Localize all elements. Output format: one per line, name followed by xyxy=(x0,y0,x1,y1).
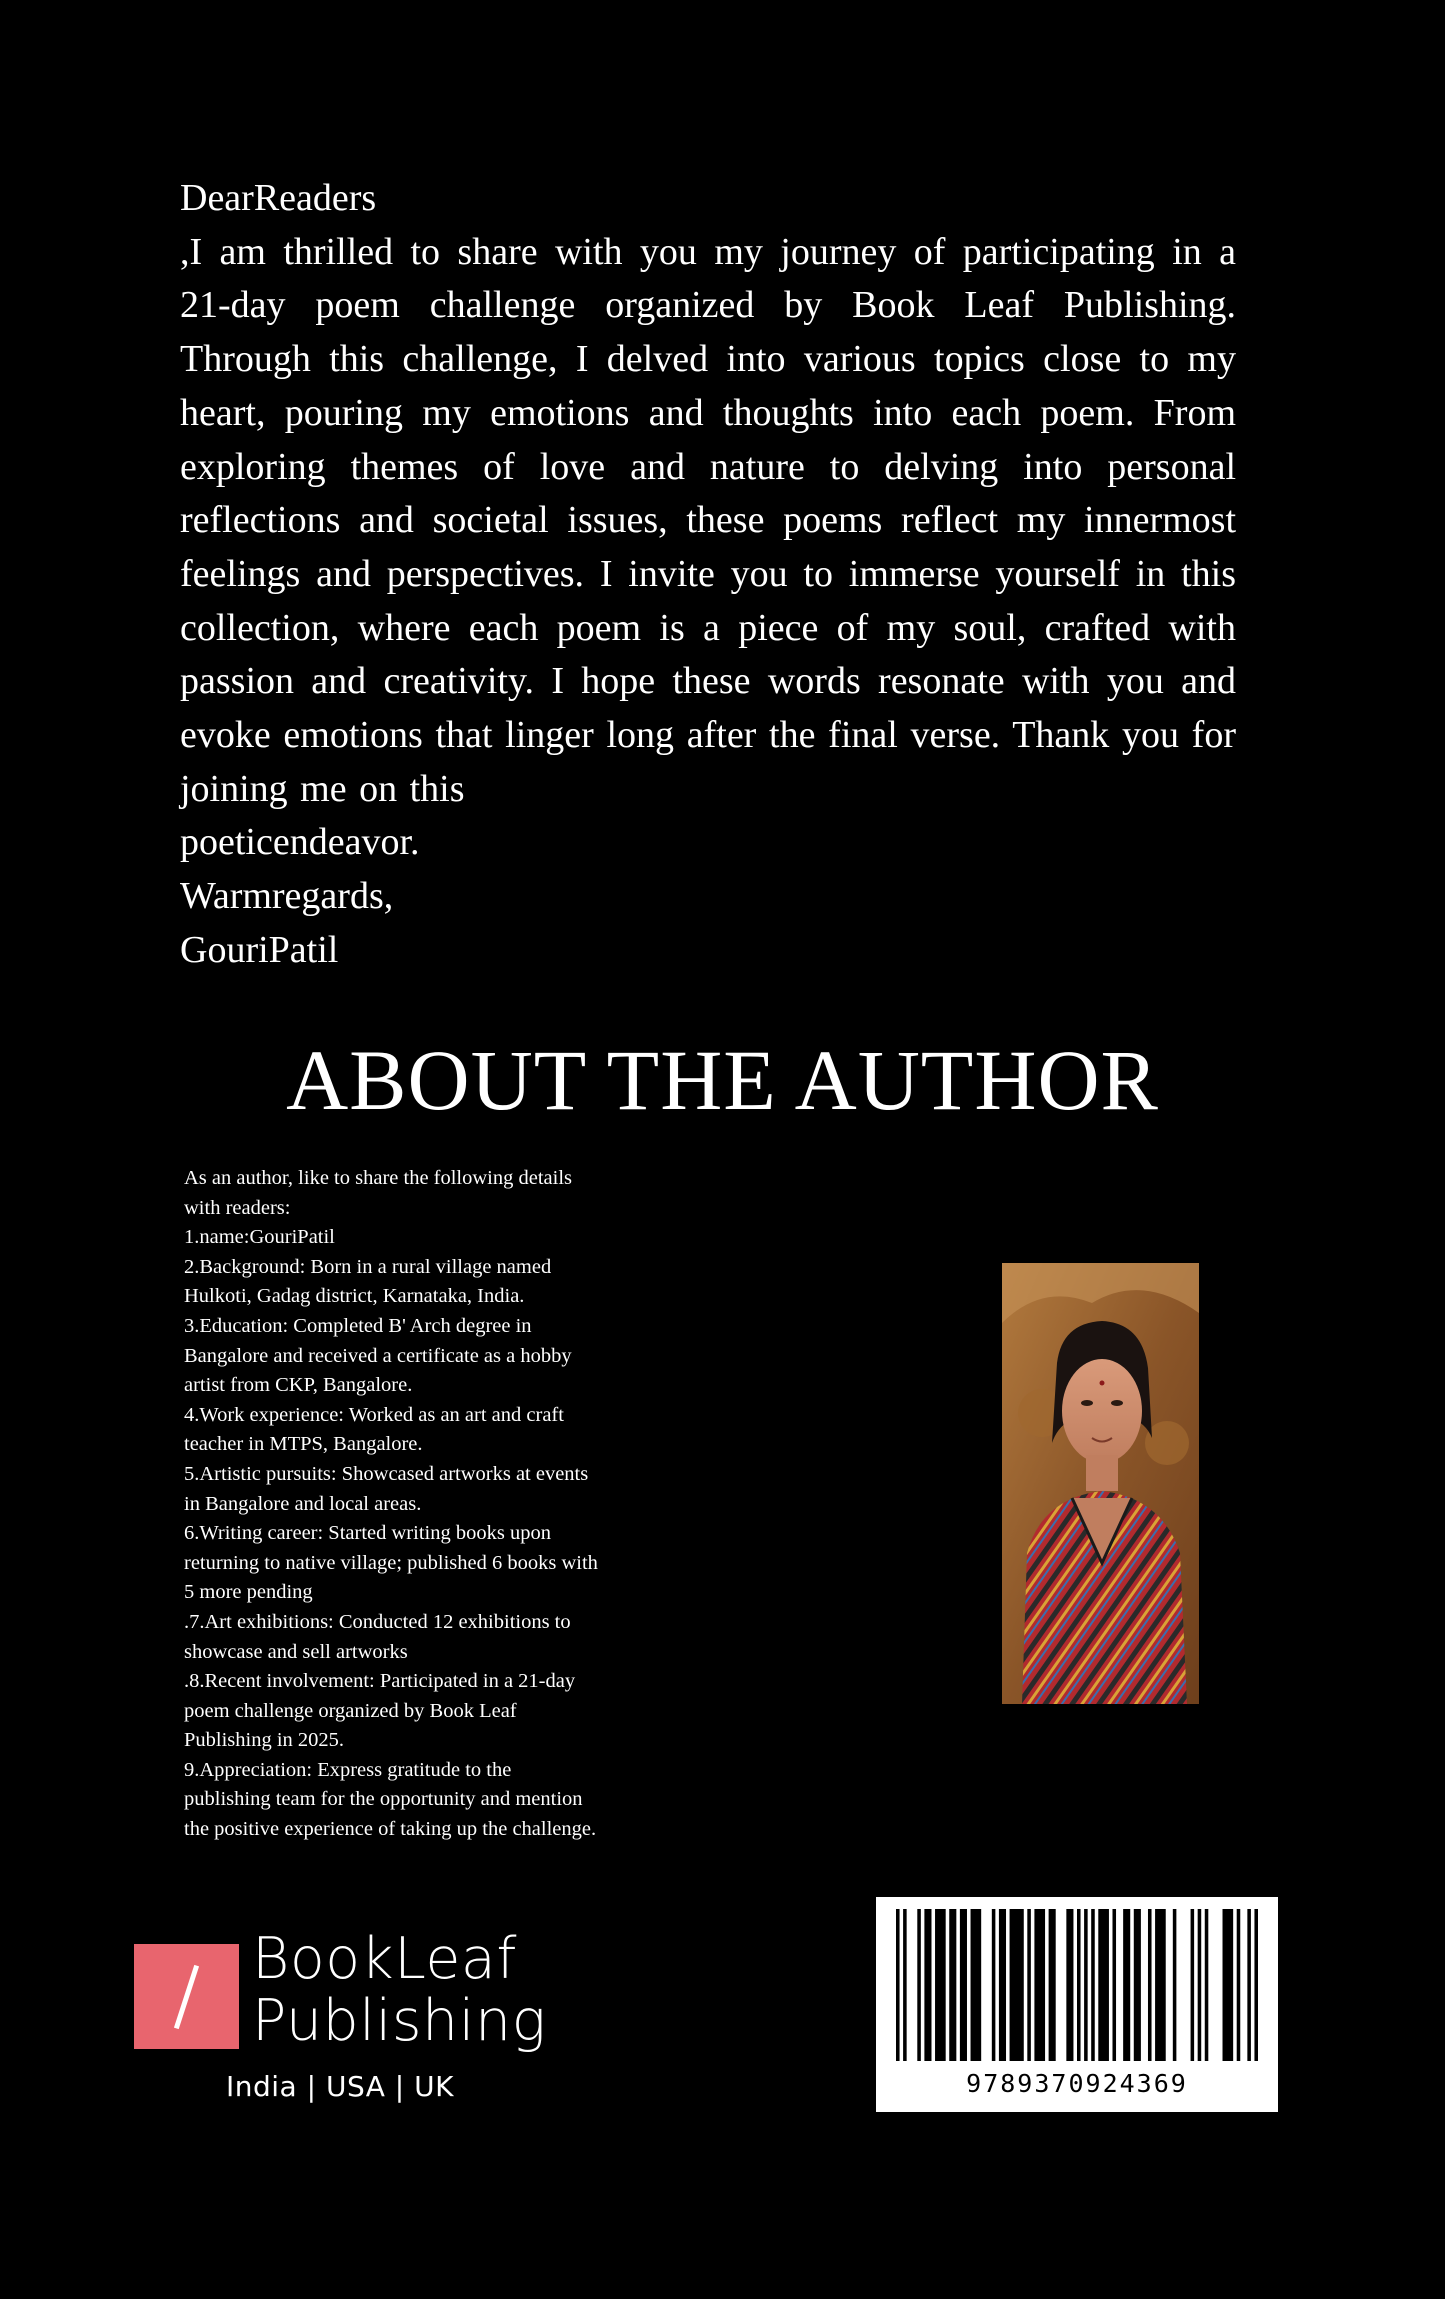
barcode-bar xyxy=(1134,1909,1141,2061)
detail-line: returning to native village; published 6 books with xyxy=(184,1551,598,1574)
about-the-author-heading: ABOUT THE AUTHOR xyxy=(286,1032,1159,1128)
isbn-number: 9789370924369 xyxy=(966,2069,1188,2098)
barcode-bar xyxy=(1205,1909,1209,2061)
detail-line: Hulkoti, Gadag district, Karnataka, India. xyxy=(184,1285,525,1308)
barcode-bar xyxy=(992,1909,996,2061)
barcode-bar xyxy=(1010,1909,1024,2061)
barcode-bar xyxy=(1148,1909,1152,2061)
detail-line: 5 more pending xyxy=(184,1581,313,1604)
detail-line: 3.Education: Completed B' Arch degree in xyxy=(184,1314,532,1337)
barcode-bar xyxy=(903,1909,907,2061)
letter-body: ,I am thrilled to share with you my journey of participating in a 21-day poem challenge organized by Book Leaf Publishing. Through this challenge, I delved into various topics close to my heart, pouring my emotions and thoughts into each poem. From exploring themes of love and nature to delving into personal reflections and societal issues, these poems reflect my innermost feelings and perspectives. I invite you to immerse yourself in this collection, where each poem is a piece of my soul, crafted with passion and creativity. I hope these words resonate with you and evoke emotions that linger long after the final verse. Thank you for joining me on this xyxy=(180,230,1236,810)
publisher-regions: India | USA | UK xyxy=(226,2070,454,2103)
barcode-bar xyxy=(1091,1909,1095,2061)
isbn-barcode xyxy=(876,1897,1278,2112)
barcode-bar xyxy=(1123,1909,1130,2061)
barcode-bar xyxy=(935,1909,946,2061)
detail-line: 9.Appreciation: Express gratitude to the xyxy=(184,1758,512,1781)
detail-line: As an author, like to share the following details xyxy=(184,1167,573,1189)
barcode-bar xyxy=(896,1909,900,2061)
barcode-bar xyxy=(1173,1909,1177,2061)
barcode-bar xyxy=(1191,1909,1195,2061)
detail-line: in Bangalore and local areas. xyxy=(184,1492,422,1515)
author-details xyxy=(184,1164,674,1845)
detail-line: the positive experience of taking up the challenge. xyxy=(184,1818,597,1841)
barcode-bar xyxy=(971,1909,982,2061)
barcode-bar xyxy=(1027,1909,1031,2061)
barcode-bar xyxy=(960,1909,967,2061)
detail-line: teacher in MTPS, Bangalore. xyxy=(184,1433,423,1456)
letter-body-end: poeticendeavor. xyxy=(180,821,420,864)
barcode-bars xyxy=(876,1897,1278,2067)
barcode-bar xyxy=(1198,1909,1202,2061)
detail-line: 5.Artistic pursuits: Showcased artworks at events xyxy=(184,1462,589,1485)
barcode-bar xyxy=(1237,1909,1241,2061)
letter-signature: GouriPatil xyxy=(180,928,339,971)
barcode-bar xyxy=(924,1909,931,2061)
letter-closing: Warmregards, xyxy=(180,875,394,918)
barcode-bar xyxy=(949,1909,956,2061)
detail-line: 4.Work experience: Worked as an art and craft xyxy=(184,1403,564,1426)
barcode-bar xyxy=(1049,1909,1056,2061)
detail-line: publishing team for the opportunity and mention xyxy=(184,1788,583,1811)
barcode-bar xyxy=(1254,1909,1258,2061)
barcode-bar xyxy=(1066,1909,1073,2061)
barcode-bar xyxy=(1084,1909,1088,2061)
letter-salutation: DearReaders xyxy=(180,177,377,219)
publisher-name xyxy=(252,1928,546,2052)
logo-slash-icon xyxy=(134,1944,239,2049)
publisher-name-line2: Publishing xyxy=(252,1988,547,2054)
publisher-name-line1: BookLeaf xyxy=(252,1926,517,1992)
author-letter xyxy=(180,172,1236,978)
detail-line: artist from CKP, Bangalore. xyxy=(184,1374,413,1397)
barcode-bar xyxy=(1098,1909,1109,2061)
detail-line: Publishing in 2025. xyxy=(184,1729,345,1752)
detail-line: poem challenge organized by Book Leaf xyxy=(184,1699,517,1722)
barcode-bar xyxy=(1112,1909,1116,2061)
barcode-bar xyxy=(917,1909,921,2061)
barcode-bar xyxy=(1077,1909,1081,2061)
detail-line: Bangalore and received a certificate as a hobby xyxy=(184,1344,572,1367)
barcode-bar xyxy=(1034,1909,1045,2061)
detail-line: .7.Art exhibitions: Conducted 12 exhibitions to xyxy=(184,1610,571,1633)
detail-line: showcase and sell artworks xyxy=(184,1640,408,1663)
bookleaf-publishing-logo xyxy=(134,1926,554,2110)
detail-line: .8.Recent involvement: Participated in a 21-day xyxy=(184,1670,576,1693)
detail-line: 6.Writing career: Started writing books upon xyxy=(184,1522,551,1545)
detail-line: with readers: xyxy=(184,1196,291,1219)
barcode-bar xyxy=(1247,1909,1251,2061)
barcode-bar xyxy=(1155,1909,1166,2061)
author-photo xyxy=(1002,1263,1199,1704)
detail-line: 1.name:GouriPatil xyxy=(184,1226,335,1249)
detail-line: 2.Background: Born in a rural village named xyxy=(184,1255,552,1278)
barcode-bar xyxy=(999,1909,1006,2061)
barcode-bar xyxy=(1223,1909,1234,2061)
